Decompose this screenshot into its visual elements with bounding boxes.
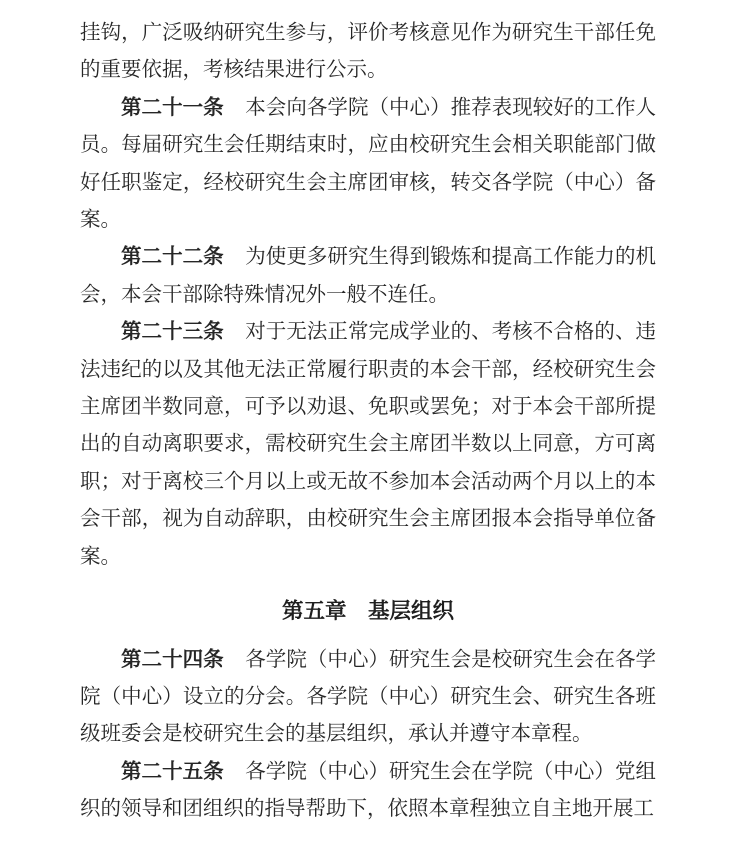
paragraph bbox=[80, 239, 656, 314]
paragraph-text: 本会向各学院（中心）推荐表现较好的工作人员。每届研究生会任期结束时，应由校研究生会相关职能部门做好任职鉴定，经校研究生会主席团审核，转交各学院（中心）备案。 bbox=[80, 96, 657, 232]
article-number: 第二十三条 bbox=[121, 321, 224, 344]
paragraph bbox=[80, 15, 656, 90]
chapter-heading: 第五章 基层组织 bbox=[281, 599, 454, 624]
article-number: 第二十二条 bbox=[121, 246, 224, 269]
paragraph-text: 挂钩，广泛吸纳研究生参与，评价考核意见作为研究生干部任免的重要依据，考核结果进行公示。 bbox=[80, 22, 656, 82]
paragraph-text: 各学院（中心）研究生会在学院（中心）党组织的领导和团组织的指导帮助下，依照本章程独立自主地开展工 bbox=[80, 760, 657, 821]
paragraph-text: 为使更多研究生得到锻炼和提高工作能力的机会，本会干部除特殊情况外一般不连任。 bbox=[80, 246, 657, 306]
article-number: 第二十五条 bbox=[121, 760, 224, 783]
paragraph bbox=[80, 642, 656, 754]
paragraph bbox=[80, 314, 656, 576]
article-number: 第二十四条 bbox=[121, 648, 224, 671]
paragraph bbox=[80, 90, 656, 240]
paragraph-text: 对于无法正常完成学业的、考核不合格的、违法违纪的以及其他无法正常履行职责的本会干部，经校研究生会主席团半数同意，可予以劝退、免职或罢免；对于本会干部所提出的自动离职要求，需校研究生会主席团半数以上同意，方可离职；对于离校三个月以上或无故不参加本会活动两个月以上的本会干部，视为自动辞职，由校研究生会主席团报本会指导单位备案。 bbox=[80, 321, 657, 568]
paragraph-text: 各学院（中心）研究生会是校研究生会在各学院（中心）设立的分会。各学院（中心）研究生会、研究生各班级班委会是校研究生会的基层组织，承认并遵守本章程。 bbox=[80, 648, 657, 746]
document-content bbox=[80, 15, 656, 829]
paragraph bbox=[80, 754, 656, 829]
article-number: 第二十一条 bbox=[121, 96, 224, 119]
